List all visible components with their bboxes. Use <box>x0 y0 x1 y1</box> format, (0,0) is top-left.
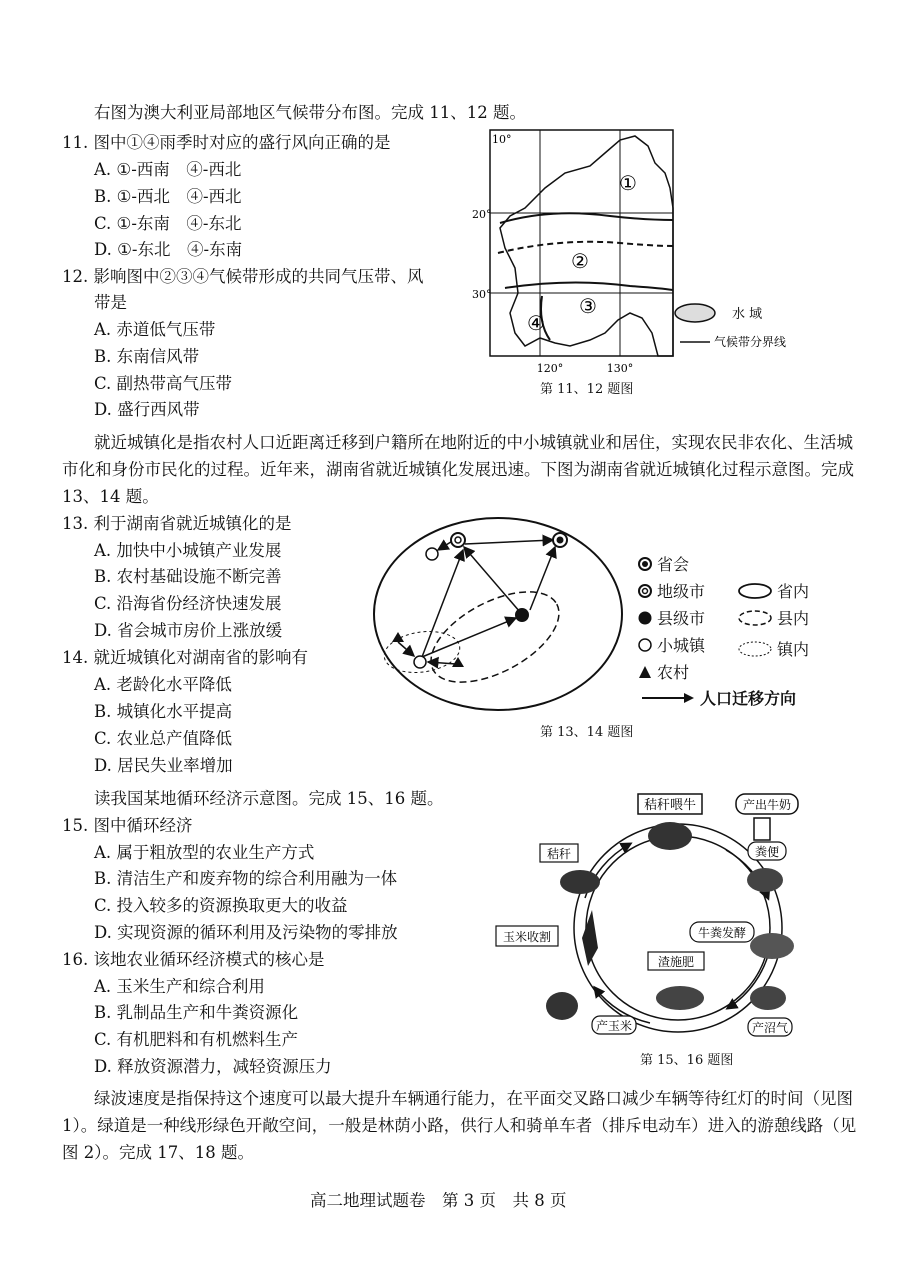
legend-prefecture <box>637 579 705 602</box>
para-17-18: 绿波速度是指保持这个速度可以最大提升车辆通行能力，在平面交叉路口减少车辆等待红灯的时间（见图 1）。绿道是一种线形绿色开敞空间，一般是林荫小路，供行人和骑单车者（排斥电动车）进入的游憩线路（见图 2）。完成 17、18 题。 <box>62 1089 857 1162</box>
region-3-label: ③ <box>579 294 597 318</box>
label-residue-fertilizer: 渣施肥 <box>657 955 695 969</box>
legend-county-area <box>737 606 809 629</box>
q12-option-a: A. 赤道低气压带 <box>94 320 216 339</box>
q14-option-d: D. 居民失业率增加 <box>94 756 233 775</box>
q15-option-c: C. 投入较多的资源换取更大的收益 <box>94 896 348 915</box>
q16-option-b: B. 乳制品生产和牛粪资源化 <box>94 1003 299 1022</box>
region-2-label: ② <box>571 249 589 273</box>
q15-option-b: B. 清洁生产和废弃物的综合利用融为一体 <box>94 869 398 888</box>
circular-economy-diagram <box>490 788 810 1043</box>
legend-town-label: 小城镇 <box>657 636 706 655</box>
q14-option-a: A. 老龄化水平降低 <box>94 675 232 694</box>
province-boundary <box>374 518 622 710</box>
q15-option-a: A. 属于粗放型的农业生产方式 <box>94 843 315 862</box>
province-legend-icon <box>737 582 773 600</box>
q11-option-c: C. ①-东南 ④-东北 <box>94 214 242 233</box>
small-town-node-2 <box>414 656 426 668</box>
county-boundary <box>417 573 573 701</box>
q14-option-b: B. 城镇化水平提高 <box>94 702 233 721</box>
county-city-node <box>515 608 529 622</box>
legend-province <box>737 579 809 602</box>
intro-11-12: 右图为澳大利亚局部地区气候带分布图。完成 11、12 题。 <box>94 103 526 122</box>
lat-label-10: 10° <box>492 133 512 146</box>
label-dung-fermentation: 牛粪发酵 <box>697 926 747 940</box>
label-straw-feed: 秸秆喂牛 <box>643 798 697 813</box>
town-area-legend-icon <box>737 640 773 658</box>
legend-capital <box>637 552 689 575</box>
legend-town <box>637 633 705 656</box>
legend-boundary: 气候带分界线 <box>714 335 787 349</box>
town-boundary <box>382 627 463 677</box>
legend-village-label: 农村 <box>657 663 690 682</box>
q16-option-d: D. 释放资源潜力，减轻资源压力 <box>94 1057 332 1076</box>
legend-province-label: 省内 <box>777 582 810 601</box>
legend-village <box>637 660 689 683</box>
manure-icon <box>747 868 783 892</box>
label-corn-harvest: 玉米收割 <box>502 930 552 944</box>
legend-prefecture-label: 地级市 <box>657 582 706 601</box>
q14-option-c: C. 农业总产值降低 <box>94 729 233 748</box>
q13-option-b: B. 农村基础设施不断完善 <box>94 567 282 586</box>
legend-water: 水 域 <box>732 307 763 322</box>
biogas-icon <box>750 986 786 1010</box>
legend-town-area <box>737 637 809 660</box>
urban-caption: 第 13、14 题图 <box>540 725 634 740</box>
label-straw: 秸秆 <box>546 847 572 861</box>
q11-stem: 11. 图中①④雨季时对应的盛行风向正确的是 <box>62 133 391 152</box>
cycle-caption: 第 15、16 题图 <box>640 1053 734 1068</box>
fertilizer-icon <box>656 986 704 1010</box>
q15-option-d: D. 实现资源的循环利用及污染物的零排放 <box>94 923 398 942</box>
q13-option-a: A. 加快中小城镇产业发展 <box>94 541 282 560</box>
q16-option-c: C. 有机肥料和有机燃料生产 <box>94 1030 299 1049</box>
label-manure: 粪便 <box>754 845 780 859</box>
small-town-node <box>426 548 438 560</box>
australia-climate-map <box>470 128 830 378</box>
lat-label-30: 30° <box>472 288 492 301</box>
legend-town-area-label: 镇内 <box>777 640 810 659</box>
map-caption: 第 11、12 题图 <box>540 382 634 397</box>
label-biogas: 产沼气 <box>751 1021 789 1035</box>
q13-option-d: D. 省会城市房价上涨放缓 <box>94 621 283 640</box>
page-footer: 高二地理试题卷 第 3 页 共 8 页 <box>310 1191 567 1210</box>
legend-migration <box>640 686 796 709</box>
legend-migration-label: 人口迁移方向 <box>700 689 797 708</box>
fermentation-icon <box>750 933 794 959</box>
q11-option-b: B. ①-西北 ④-西北 <box>94 187 242 206</box>
region-1-label: ① <box>619 171 637 195</box>
urbanization-diagram <box>370 512 630 717</box>
q11-option-a: A. ①-西南 ④-西北 <box>94 160 242 179</box>
q12-stem: 12. 影响图中②③④气候带形成的共同气压带、风 <box>62 267 424 286</box>
cow-icon <box>648 822 692 850</box>
straw-icon <box>560 870 600 894</box>
lat-label-20: 20° <box>472 208 492 221</box>
legend-county-area-label: 县内 <box>777 609 810 628</box>
q13-option-c: C. 沿海省份经济快速发展 <box>94 594 282 613</box>
q12-option-d: D. 盛行西风带 <box>94 400 200 419</box>
county-area-legend-icon <box>737 609 773 627</box>
legend-capital-label: 省会 <box>657 555 690 574</box>
q14-stem: 14. 就近城镇化对湖南省的影响有 <box>62 648 308 667</box>
milk-icon <box>754 818 770 840</box>
para-13-14: 就近城镇化是指农村人口近距离迁移到户籍所在地附近的中小城镇就业和居住，实现农民非农化、生活城市化和身份市民化的过程。近年来，湖南省就近城镇化发展迅速。下图为湖南省就近城镇化过程示意图。完成 13、14 题。 <box>62 433 854 506</box>
label-corn-yield: 产玉米 <box>595 1019 633 1033</box>
harvest-icon <box>582 910 598 966</box>
q16-option-a: A. 玉米生产和综合利用 <box>94 977 265 996</box>
legend-county-label: 县级市 <box>657 609 706 628</box>
county-legend-icon <box>637 610 653 626</box>
intro-15-16: 读我国某地循环经济示意图。完成 15、16 题。 <box>94 789 444 808</box>
q16-stem: 16. 该地农业循环经济模式的核心是 <box>62 950 325 969</box>
q12-option-c: C. 副热带高气压带 <box>94 374 233 393</box>
label-milk: 产出牛奶 <box>742 798 792 812</box>
village-legend-icon <box>637 664 653 680</box>
village-node-2 <box>452 657 464 667</box>
water-legend-icon <box>675 304 715 322</box>
q12-option-b: B. 东南信风带 <box>94 347 200 366</box>
legend-county <box>637 606 705 629</box>
region-4-label: ④ <box>527 311 545 335</box>
capital-legend-icon <box>637 556 653 572</box>
lon-label-130: 130° <box>606 362 634 375</box>
q13-stem: 13. 利于湖南省就近城镇化的是 <box>62 514 292 533</box>
town-legend-icon <box>637 637 653 653</box>
prefecture-legend-icon <box>637 583 653 599</box>
lon-label-120: 120° <box>536 362 564 375</box>
q15-stem: 15. 图中循环经济 <box>62 816 193 835</box>
q12-stem-cont: 带是 <box>94 293 127 312</box>
q11-option-d: D. ①-东北 ④-东南 <box>94 240 243 259</box>
corn-icon <box>546 992 578 1020</box>
migration-arrow-icon <box>640 691 696 705</box>
